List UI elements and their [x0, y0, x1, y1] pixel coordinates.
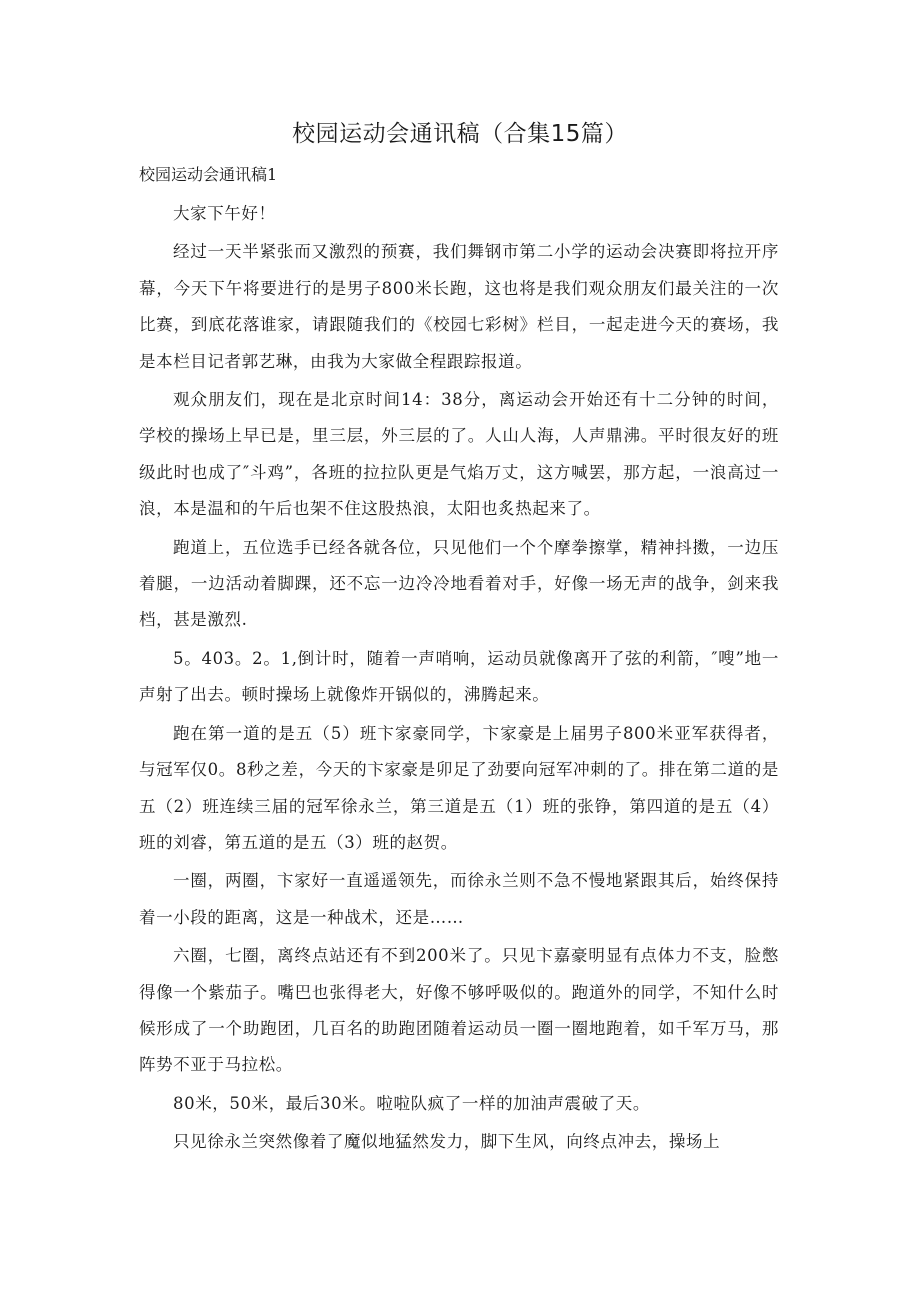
paragraph-greeting: 大家下午好！ — [173, 204, 276, 223]
section-heading: 校园运动会通讯稿1 — [139, 165, 278, 184]
document-title: 校园运动会通讯稿（合集15篇） — [292, 121, 628, 147]
paragraph: 六圈，七圈，离终点站还有不到200米了。只见卞嘉豪明显有点体力不支，脸憋得像一个紫茄子。嘴巴也张得老大，好像不够呼吸似的。跑道外的同学，不知什么时候形成了一个助跑团，几百名的助跑团随着运动员一圈一圈地跑着，如千军万马，那阵势不亚于马拉松。 — [139, 946, 779, 1075]
paragraph: 只见徐永兰突然像着了魔似地猛然发力，脚下生风，向终点冲去，操场上 — [173, 1132, 721, 1152]
paragraph: 80米，50米，最后30米。啦啦队疯了一样的加油声震破了天。 — [173, 1093, 650, 1113]
paragraph: 一圈，两圈，卞家好一直遥遥领先，而徐永兰则不急不慢地紧跟其后，始终保持着一小段的距离，这是一种战术，还是…… — [139, 871, 779, 927]
paragraph: 5。403。2。1,倒计时，随着一声哨响，运动员就像离开了弦的利箭，″嗖”地一声射了出去。顿时操场上就像炸开锅似的，沸腾起来。 — [139, 648, 779, 705]
paragraph: 跑道上，五位选手已经各就各位，只见他们一个个摩拳擦掌，精神抖擞，一边压着腿，一边活动着脚踝，还不忘一边冷冷地看着对手，好像一场无声的战争，剑来我档，甚是激烈. — [139, 537, 779, 630]
paragraph: 观众朋友们，现在是北京时间14：38分，离运动会开始还有十二分钟的时间，学校的操场上早已是，里三层，外三层的了。人山人海，人声鼎沸。平时很友好的班级此时也成了″斗鸡”，各班的拉拉队更是气焰万丈，这方喊罢，那方起，一浪高过一浪，本是温和的午后也架不住这股热浪，太阳也炙热起来了。 — [139, 390, 779, 519]
paragraph: 跑在第一道的是五（5）班卞家豪同学，卞家豪是上届男子800米亚军获得者，与冠军仅0。8秒之差，今天的卞家豪是卯足了劲要向冠军冲刺的了。排在第二道的是五（2）班连续三届的冠军徐永兰，第三道是五（1）班的张铮，第四道的是五（4）班的刘睿，第五道的是五（3）班的赵贺。 — [139, 723, 779, 852]
article-body — [139, 196, 779, 1163]
paragraph: 经过一天半紧张而又激烈的预赛，我们舞钢市第二小学的运动会决赛即将拉开序幕，今天下午将要进行的是男子800米长跑，这也将是我们观众朋友们最关注的一次比赛，到底花落谁家，请跟随我们的《校园七彩树》栏目，一起走进今天的赛场，我是本栏目记者郭艺琳，由我为大家做全程跟踪报道。 — [139, 242, 779, 371]
